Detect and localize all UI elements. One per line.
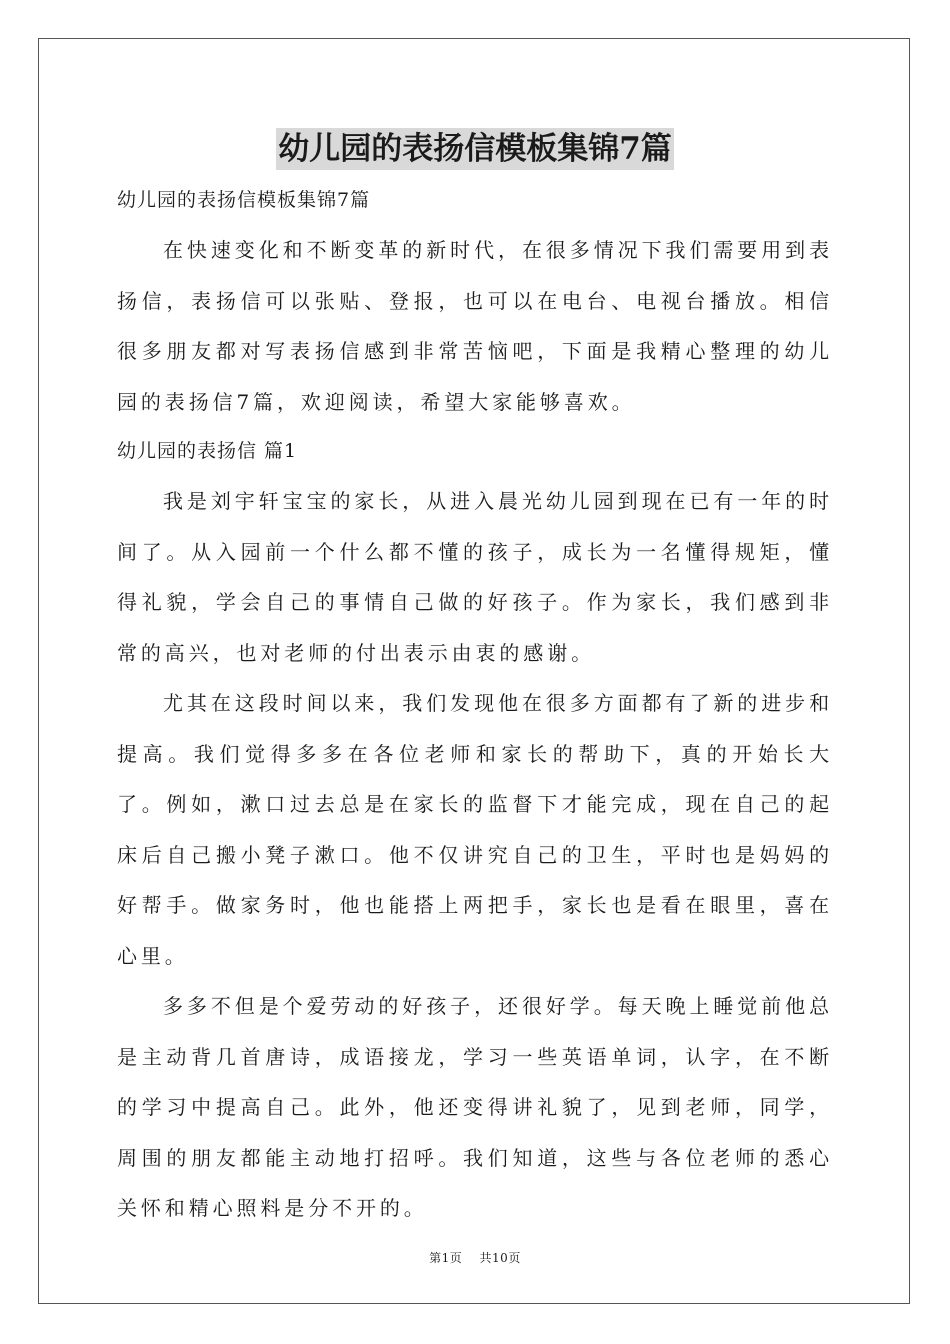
section-heading: 幼儿园的表扬信 篇1	[117, 440, 298, 462]
document-subtitle: 幼儿园的表扬信模板集锦7篇	[117, 189, 371, 211]
body-paragraph: 尤其在这段时间以来，我们发现他在很多方面都有了新的进步和提高。我们觉得多多在各位老师和家长的帮助下，真的开始长大了。例如，漱口过去总是在家长的监督下才能完成，现在自己的起床后自己搬小凳子漱口。他不仅讲究自己的卫生，平时也是妈妈的好帮手。做家务时，他也能搭上两把手，家长也是看在眼里，喜在心里。	[117, 691, 833, 968]
body-paragraph: 多多不但是个爱劳动的好孩子，还很好学。每天晚上睡觉前他总是主动背几首唐诗，成语接龙，学习一些英语单词，认字，在不断的学习中提高自己。此外，他还变得讲礼貌了，见到老师，同学，周围的朋友都能主动地打招呼。我们知道，这些与各位老师的悉心关怀和精心照料是分不开的。	[117, 994, 833, 1220]
intro-paragraph: 在快速变化和不断变革的新时代，在很多情况下我们需要用到表扬信，表扬信可以张贴、登报，也可以在电台、电视台播放。相信很多朋友都对写表扬信感到非常苦恼吧，下面是我精心整理的幼儿园的表扬信7篇，欢迎阅读，希望大家能够喜欢。	[117, 238, 833, 414]
document-body	[117, 176, 833, 1234]
document-title: 幼儿园的表扬信模板集锦7篇	[276, 128, 674, 170]
page-footer: 第1页 共10页	[429, 1251, 521, 1265]
body-paragraph: 我是刘宇轩宝宝的家长，从进入晨光幼儿园到现在已有一年的时间了。从入园前一个什么都不懂的孩子，成长为一名懂得规矩，懂得礼貌，学会自己的事情自己做的好孩子。作为家长，我们感到非常的高兴，也对老师的付出表示由衷的感谢。	[117, 489, 833, 665]
title-container	[0, 128, 950, 170]
